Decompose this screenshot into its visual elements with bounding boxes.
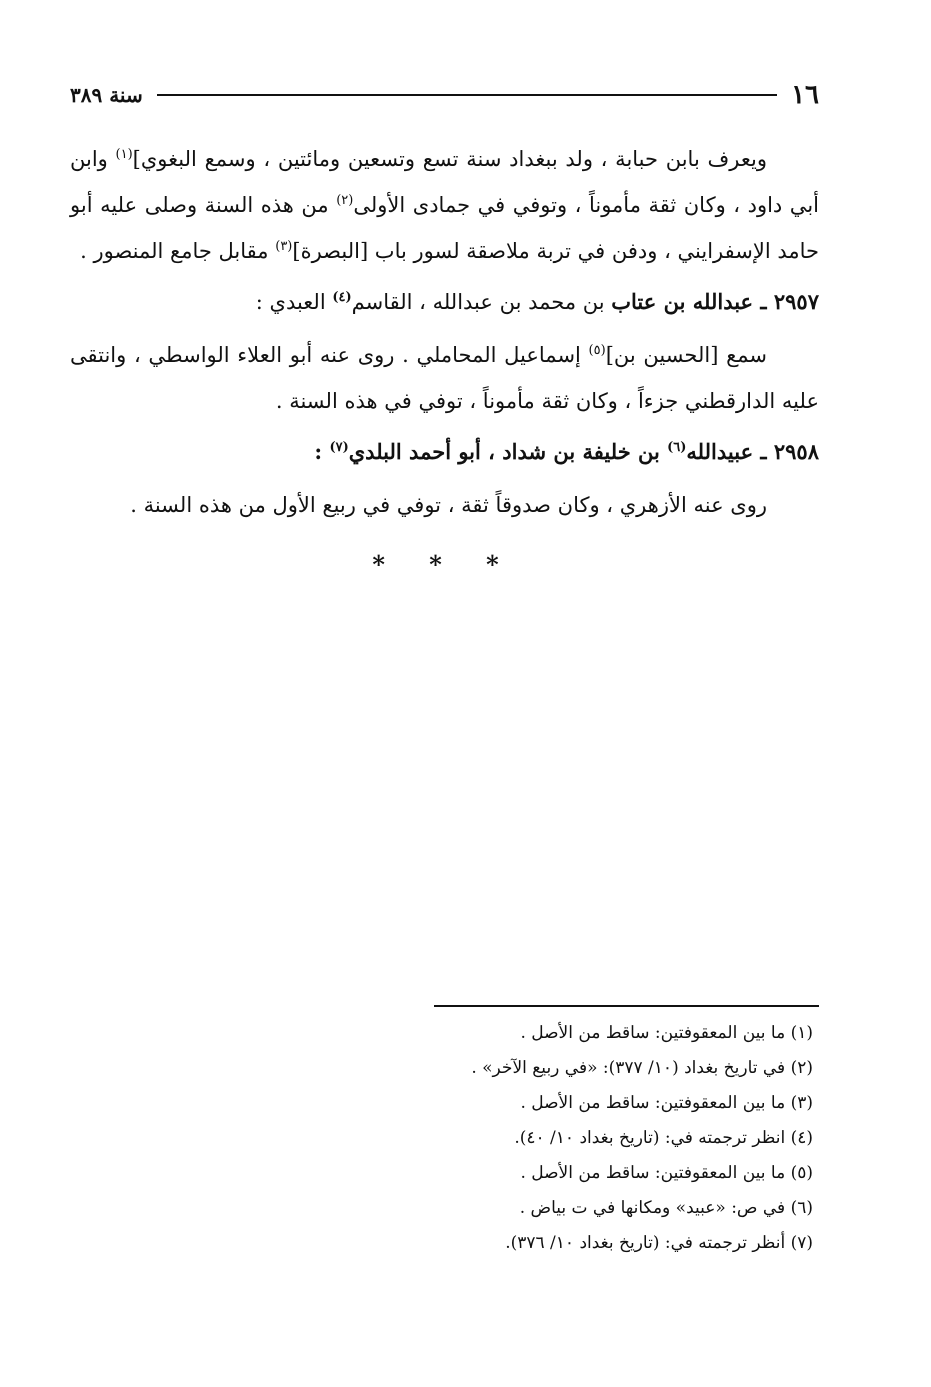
intro-text-2: وابن أبي داود ، وكان ثقة مأموناً ، وتوفي في جمادى الأولى	[70, 147, 819, 217]
page-number: ١٦	[791, 80, 819, 110]
footnote-ref-4: (٤)	[332, 290, 352, 305]
footnote-6: (٦) في ص: «عبيد» ومكانها في ت بياض .	[519, 1198, 813, 1218]
footnote-7: (٧) أنظر ترجمته في: (تاريخ بغداد ١٠/ ٣٧٦).	[505, 1233, 813, 1253]
section-separator: * * *	[372, 550, 517, 579]
intro-paragraph	[70, 136, 819, 274]
running-head: سنة ٣٨٩	[70, 83, 143, 107]
footnote-ref-5: (٥)	[588, 343, 606, 358]
entry-2958-heading	[70, 430, 819, 474]
footnote-4: (٤) انظر ترجمته في: (تاريخ بغداد ١٠/ ٤٠).	[514, 1128, 813, 1148]
intro-text-4: مقابل جامع المنصور .	[80, 239, 276, 263]
intro-text-1: ويعرف بابن حبابة ، ولد ببغداد سنة تسع وتسعين ومائتين ، وسمع البغوي]	[132, 147, 767, 171]
entry-2958-name: ٢٩٥٨ ـ عبيدالله	[686, 439, 819, 464]
footnotes	[300, 1016, 813, 1261]
header-rule	[157, 94, 777, 96]
entry-2957-text-b: إسماعيل المحاملي . روى عنه أبو العلاء الواسطي ، وانتقى عليه الدارقطني جزءاً ، وكان ثقة مأموناً ، توفي في هذه السنة .	[70, 343, 819, 413]
entry-2957-lineage: بن محمد بن عبدالله ، القاسم	[351, 290, 612, 314]
entry-2958-colon: :	[314, 439, 330, 464]
footnote-ref-3: (٣)	[275, 239, 293, 254]
entry-2957-nisba: العبدي :	[255, 290, 333, 314]
footnote-ref-6: (٦)	[667, 440, 687, 455]
footnote-ref-7: (٧)	[329, 440, 349, 455]
page-header	[70, 78, 819, 112]
footnote-rule	[434, 1005, 819, 1007]
entry-2958-lineage: بن خليفة بن شداد ، أبو أحمد البلدي	[348, 439, 668, 464]
footnote-ref-1: (١)	[115, 147, 133, 162]
entry-2957-name: ٢٩٥٧ ـ عبدالله بن عتاب	[611, 289, 819, 314]
entry-2957-text-a: سمع [الحسين بن]	[605, 343, 767, 367]
footnote-2: (٢) في تاريخ بغداد (١٠/ ٣٧٧): «في ربيع الآخر» .	[471, 1058, 813, 1078]
footnote-3: (٣) ما بين المعقوفتين: ساقط من الأصل .	[520, 1093, 813, 1113]
footnote-5: (٥) ما بين المعقوفتين: ساقط من الأصل .	[520, 1163, 813, 1183]
footnote-ref-2: (٢)	[336, 193, 354, 208]
main-text	[70, 136, 819, 588]
intro-text-3: من هذه السنة وصلى عليه أبو حامد الإسفرايني ، ودفن في تربة ملاصقة لسور باب [البصرة]	[70, 193, 819, 263]
entry-2958-text: روى عنه الأزهري ، وكان صدوقاً ثقة ، توفي في ربيع الأول من هذه السنة .	[130, 493, 767, 517]
entry-2957-text	[70, 332, 819, 424]
entry-2957-heading	[70, 280, 819, 324]
footnote-1: (١) ما بين المعقوفتين: ساقط من الأصل .	[520, 1023, 813, 1043]
